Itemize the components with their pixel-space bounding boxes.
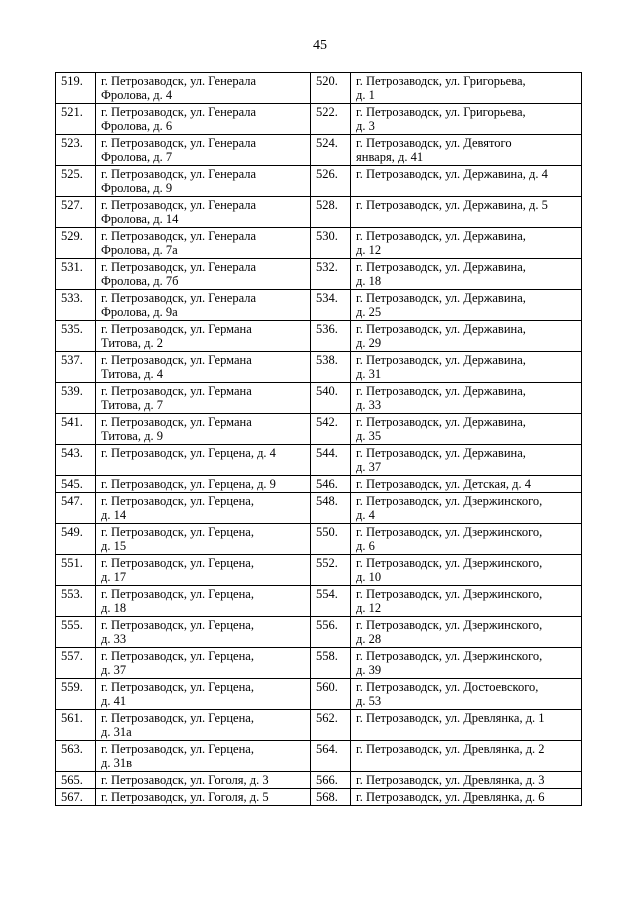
address-line: г. Петрозаводск, ул. Германа	[101, 415, 252, 429]
address-table-body	[56, 73, 582, 806]
address-line: г. Петрозаводск, ул. Державина, д. 5	[356, 198, 548, 212]
address-line: д. 33	[101, 632, 127, 646]
address-line: г. Петрозаводск, ул. Державина,	[356, 446, 526, 460]
address-line: г. Петрозаводск, ул. Герцена,	[101, 556, 254, 570]
entry-number: 526.	[311, 166, 351, 197]
table-row	[56, 321, 582, 352]
table-row	[56, 414, 582, 445]
address-cell	[351, 586, 582, 617]
address-line: г. Петрозаводск, ул. Герцена,	[101, 494, 254, 508]
address-line: г. Петрозаводск, ул. Древлянка, д. 1	[356, 711, 545, 725]
address-line: Фролова, д. 7а	[101, 243, 178, 257]
address-line: Титова, д. 9	[101, 429, 163, 443]
address-cell	[96, 789, 311, 806]
address-line: г. Петрозаводск, ул. Григорьева,	[356, 105, 526, 119]
address-cell	[96, 617, 311, 648]
entry-number: 522.	[311, 104, 351, 135]
entry-number: 552.	[311, 555, 351, 586]
address-cell	[351, 259, 582, 290]
address-line: д. 53	[356, 694, 382, 708]
address-line: г. Петрозаводск, ул. Дзержинского,	[356, 556, 543, 570]
address-line: Титова, д. 2	[101, 336, 163, 350]
entry-number: 562.	[311, 710, 351, 741]
address-cell	[96, 476, 311, 493]
entry-number: 548.	[311, 493, 351, 524]
address-line: г. Петрозаводск, ул. Державина,	[356, 260, 526, 274]
address-line: г. Петрозаводск, ул. Гоголя, д. 3	[101, 773, 269, 787]
address-line: г. Петрозаводск, ул. Державина, д. 4	[356, 167, 548, 181]
address-cell	[96, 352, 311, 383]
address-cell	[351, 321, 582, 352]
address-line: г. Петрозаводск, ул. Герцена,	[101, 618, 254, 632]
table-row	[56, 476, 582, 493]
address-line: д. 33	[356, 398, 382, 412]
entry-number: 537.	[56, 352, 96, 383]
entry-number: 565.	[56, 772, 96, 789]
address-cell	[96, 445, 311, 476]
address-line: г. Петрозаводск, ул. Державина,	[356, 322, 526, 336]
address-line: д. 12	[356, 601, 382, 615]
address-line: д. 12	[356, 243, 382, 257]
entry-number: 519.	[56, 73, 96, 104]
address-cell	[351, 414, 582, 445]
entry-number: 520.	[311, 73, 351, 104]
address-cell	[96, 383, 311, 414]
address-cell	[96, 104, 311, 135]
address-cell	[351, 104, 582, 135]
address-line: г. Петрозаводск, ул. Державина,	[356, 229, 526, 243]
table-row	[56, 166, 582, 197]
address-cell	[96, 414, 311, 445]
address-line: г. Петрозаводск, ул. Герцена,	[101, 711, 254, 725]
table-row	[56, 135, 582, 166]
address-cell	[96, 555, 311, 586]
address-line: г. Петрозаводск, ул. Герцена, д. 4	[101, 446, 276, 460]
address-line: д. 25	[356, 305, 382, 319]
address-cell	[351, 73, 582, 104]
entry-number: 550.	[311, 524, 351, 555]
address-line: д. 31а	[101, 725, 132, 739]
address-cell	[96, 197, 311, 228]
address-line: г. Петрозаводск, ул. Генерала	[101, 136, 257, 150]
address-line: д. 15	[101, 539, 127, 553]
address-line: д. 18	[356, 274, 382, 288]
entry-number: 564.	[311, 741, 351, 772]
address-line: Фролова, д. 7	[101, 150, 173, 164]
entry-number: 530.	[311, 228, 351, 259]
address-cell	[351, 493, 582, 524]
address-line: г. Петрозаводск, ул. Дзержинского,	[356, 618, 543, 632]
address-line: г. Петрозаводск, ул. Генерала	[101, 229, 257, 243]
table-row	[56, 197, 582, 228]
address-cell	[96, 772, 311, 789]
address-line: д. 4	[356, 508, 375, 522]
entry-number: 568.	[311, 789, 351, 806]
address-cell	[351, 741, 582, 772]
address-line: д. 3	[356, 119, 375, 133]
entry-number: 540.	[311, 383, 351, 414]
address-line: г. Петрозаводск, ул. Державина,	[356, 353, 526, 367]
table-row	[56, 290, 582, 321]
address-cell	[351, 789, 582, 806]
address-line: г. Петрозаводск, ул. Державина,	[356, 291, 526, 305]
address-line: Фролова, д. 9а	[101, 305, 178, 319]
address-line: Титова, д. 7	[101, 398, 163, 412]
address-cell	[351, 524, 582, 555]
address-line: д. 29	[356, 336, 382, 350]
entry-number: 557.	[56, 648, 96, 679]
address-cell	[351, 445, 582, 476]
table-row	[56, 679, 582, 710]
table-row	[56, 555, 582, 586]
table-row	[56, 104, 582, 135]
address-line: г. Петрозаводск, ул. Герцена,	[101, 525, 254, 539]
address-cell	[96, 648, 311, 679]
entry-number: 556.	[311, 617, 351, 648]
address-line: г. Петрозаводск, ул. Древлянка, д. 2	[356, 742, 545, 756]
entry-number: 544.	[311, 445, 351, 476]
address-line: г. Петрозаводск, ул. Дзержинского,	[356, 494, 543, 508]
entry-number: 538.	[311, 352, 351, 383]
address-line: г. Петрозаводск, ул. Германа	[101, 322, 252, 336]
table-row	[56, 617, 582, 648]
address-cell	[351, 710, 582, 741]
address-cell	[351, 772, 582, 789]
address-cell	[96, 710, 311, 741]
address-line: г. Петрозаводск, ул. Девятого	[356, 136, 512, 150]
entry-number: 524.	[311, 135, 351, 166]
address-cell	[351, 352, 582, 383]
address-line: г. Петрозаводск, ул. Гоголя, д. 5	[101, 790, 269, 804]
address-line: д. 18	[101, 601, 127, 615]
address-line: г. Петрозаводск, ул. Достоевского,	[356, 680, 539, 694]
address-line: января, д. 41	[356, 150, 424, 164]
address-line: г. Петрозаводск, ул. Герцена,	[101, 680, 254, 694]
table-row	[56, 445, 582, 476]
address-cell	[96, 321, 311, 352]
address-line: г. Петрозаводск, ул. Германа	[101, 353, 252, 367]
entry-number: 532.	[311, 259, 351, 290]
address-cell	[96, 228, 311, 259]
address-cell	[96, 135, 311, 166]
address-cell	[96, 493, 311, 524]
address-cell	[96, 586, 311, 617]
entry-number: 529.	[56, 228, 96, 259]
entry-number: 528.	[311, 197, 351, 228]
entry-number: 534.	[311, 290, 351, 321]
address-line: г. Петрозаводск, ул. Григорьева,	[356, 74, 526, 88]
address-line: г. Петрозаводск, ул. Генерала	[101, 198, 257, 212]
address-line: д. 14	[101, 508, 127, 522]
address-line: Фролова, д. 14	[101, 212, 179, 226]
address-cell	[96, 166, 311, 197]
address-line: Фролова, д. 6	[101, 119, 173, 133]
address-line: Фролова, д. 4	[101, 88, 173, 102]
address-line: г. Петрозаводск, ул. Дзержинского,	[356, 649, 543, 663]
table-row	[56, 259, 582, 290]
table-row	[56, 772, 582, 789]
address-line: д. 41	[101, 694, 127, 708]
entry-number: 523.	[56, 135, 96, 166]
address-table	[55, 72, 582, 806]
table-row	[56, 648, 582, 679]
entry-number: 533.	[56, 290, 96, 321]
entry-number: 547.	[56, 493, 96, 524]
address-line: г. Петрозаводск, ул. Генерала	[101, 260, 257, 274]
address-cell	[351, 476, 582, 493]
entry-number: 543.	[56, 445, 96, 476]
entry-number: 545.	[56, 476, 96, 493]
address-line: г. Петрозаводск, ул. Генерала	[101, 74, 257, 88]
entry-number: 525.	[56, 166, 96, 197]
address-line: г. Петрозаводск, ул. Дзержинского,	[356, 587, 543, 601]
table-row	[56, 741, 582, 772]
address-line: д. 39	[356, 663, 382, 677]
entry-number: 560.	[311, 679, 351, 710]
address-line: д. 1	[356, 88, 375, 102]
table-row	[56, 789, 582, 806]
address-line: Фролова, д. 9	[101, 181, 173, 195]
address-line: г. Петрозаводск, ул. Герцена,	[101, 587, 254, 601]
entry-number: 521.	[56, 104, 96, 135]
entry-number: 527.	[56, 197, 96, 228]
entry-number: 549.	[56, 524, 96, 555]
address-line: г. Петрозаводск, ул. Генерала	[101, 167, 257, 181]
address-cell	[96, 290, 311, 321]
entry-number: 551.	[56, 555, 96, 586]
table-row	[56, 493, 582, 524]
address-line: г. Петрозаводск, ул. Герцена,	[101, 742, 254, 756]
address-line: г. Петрозаводск, ул. Дзержинского,	[356, 525, 543, 539]
entry-number: 539.	[56, 383, 96, 414]
address-cell	[96, 73, 311, 104]
address-cell	[96, 679, 311, 710]
address-line: г. Петрозаводск, ул. Державина,	[356, 384, 526, 398]
entry-number: 553.	[56, 586, 96, 617]
address-line: Фролова, д. 7б	[101, 274, 179, 288]
address-cell	[351, 197, 582, 228]
entry-number: 566.	[311, 772, 351, 789]
address-cell	[351, 135, 582, 166]
address-line: д. 31в	[101, 756, 133, 770]
address-line: г. Петрозаводск, ул. Генерала	[101, 105, 257, 119]
entry-number: 531.	[56, 259, 96, 290]
table-row	[56, 383, 582, 414]
entry-number: 542.	[311, 414, 351, 445]
entry-number: 546.	[311, 476, 351, 493]
address-cell	[351, 166, 582, 197]
address-cell	[351, 290, 582, 321]
address-cell	[351, 383, 582, 414]
entry-number: 559.	[56, 679, 96, 710]
address-line: д. 37	[356, 460, 382, 474]
address-line: г. Петрозаводск, ул. Древлянка, д. 6	[356, 790, 545, 804]
address-cell	[351, 648, 582, 679]
address-line: г. Петрозаводск, ул. Герцена, д. 9	[101, 477, 276, 491]
address-line: г. Петрозаводск, ул. Герцена,	[101, 649, 254, 663]
table-row	[56, 228, 582, 259]
entry-number: 554.	[311, 586, 351, 617]
address-cell	[351, 228, 582, 259]
entry-number: 563.	[56, 741, 96, 772]
table-row	[56, 73, 582, 104]
address-cell	[96, 259, 311, 290]
address-cell	[351, 679, 582, 710]
address-line: Титова, д. 4	[101, 367, 163, 381]
entry-number: 567.	[56, 789, 96, 806]
address-cell	[351, 555, 582, 586]
entry-number: 558.	[311, 648, 351, 679]
entry-number: 541.	[56, 414, 96, 445]
entry-number: 555.	[56, 617, 96, 648]
table-row	[56, 710, 582, 741]
address-line: д. 6	[356, 539, 375, 553]
table-row	[56, 524, 582, 555]
address-cell	[351, 617, 582, 648]
table-row	[56, 586, 582, 617]
address-line: д. 37	[101, 663, 127, 677]
address-line: г. Петрозаводск, ул. Державина,	[356, 415, 526, 429]
address-line: д. 10	[356, 570, 382, 584]
address-line: г. Петрозаводск, ул. Генерала	[101, 291, 257, 305]
address-line: д. 31	[356, 367, 382, 381]
address-cell	[96, 741, 311, 772]
entry-number: 536.	[311, 321, 351, 352]
address-line: д. 17	[101, 570, 127, 584]
entry-number: 535.	[56, 321, 96, 352]
address-line: д. 35	[356, 429, 382, 443]
page-number: 45	[313, 38, 327, 53]
address-line: г. Петрозаводск, ул. Детская, д. 4	[356, 477, 531, 491]
address-line: г. Петрозаводск, ул. Древлянка, д. 3	[356, 773, 545, 787]
table-row	[56, 352, 582, 383]
entry-number: 561.	[56, 710, 96, 741]
address-line: д. 28	[356, 632, 382, 646]
address-line: г. Петрозаводск, ул. Германа	[101, 384, 252, 398]
address-cell	[96, 524, 311, 555]
